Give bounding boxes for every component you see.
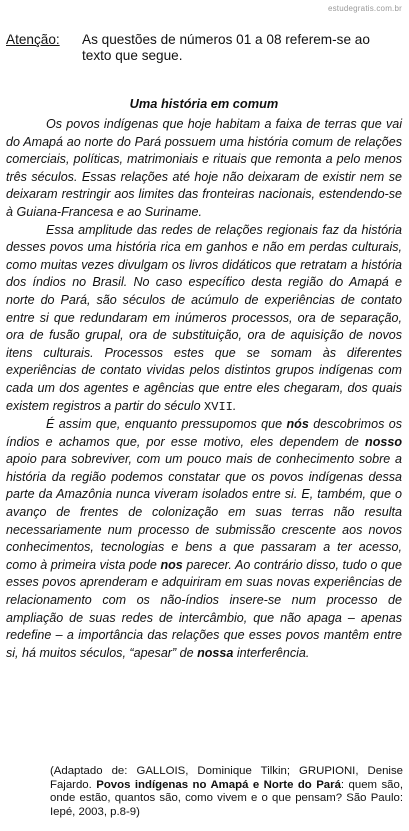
notice-text: As questões de números 01 a 08 referem-se ao texto que segue. <box>82 32 370 63</box>
emphasis-nosso: nosso <box>365 434 402 449</box>
citation-book-title: Povos indígenas no Amapá e Norte do Pará <box>96 778 341 791</box>
century-numeral: XVII <box>204 399 233 414</box>
article-title: Uma história em comum <box>129 96 279 111</box>
site-watermark: estudegratis.com.br <box>327 4 402 13</box>
paragraph-3-part-1: É assim que, enquanto pressupomos que <box>46 417 287 432</box>
source-citation <box>50 765 403 819</box>
paragraph-3 <box>6 416 402 662</box>
emphasis-nos: nós <box>286 417 309 432</box>
paragraph-2-end: . <box>232 398 237 413</box>
paragraph-2-text: Essa amplitude das redes de relações regionais faz da história desses povos uma história rica em ganhos e não em perdas culturais, como muitas vezes divulgam os livros didáticos que retratam a história dos índios no Brasil. No caso específico desta região do Amapá e norte do Pará, são séculos de acúmulo de experiências de contato entre si que redundaram em inúmeros processos, ora de separação, ora de fusão grupal, ora de substituição, ora de aquisição de novos itens culturais. Processos estes que se somam às diferentes experiências de contato vividas pelos distintos grupos indígenas com cada um dos agentes e agências que entre eles chegaram, dos quais existem registros a partir do século <box>6 222 402 413</box>
citation-prefix: (Adaptado de: GALLOIS, Dominique Tilkin; GRUPIONI, Denise Fajardo. <box>50 765 403 791</box>
paragraph-3-part-2: descobrimos os índios e achamos que, por esse motivo, eles dependem de <box>6 417 402 449</box>
article <box>6 95 402 662</box>
paragraph-2 <box>6 222 402 417</box>
citation-suffix: : quem são, onde estão, quantos são, como vivem e o que pensam? São Paulo: Iepé, 2003, p.8-9) <box>50 778 404 818</box>
emphasis-nossa: nossa <box>197 645 234 660</box>
paragraph-3-part-5: interferência. <box>233 645 310 660</box>
paragraph-3-part-4: parecer. Ao contrário disso, tudo o que esses povos aprenderam e adquiriram em suas novas experiências de relacionamento com os não-índios insere-se num processo de ampliação de suas redes de intercâmbio, que não apaga – apenas redefine – a importância das relações que esses povos mantêm entre si, há muitos séculos, “apesar” de <box>6 557 402 660</box>
paragraph-1: Os povos indígenas que hoje habitam a faixa de terras que vai do Amapá ao norte do Pará possuem uma história comum de relações comerciais, políticas, matrimoniais e rituais que remonta a pelo menos três séculos. Essas relações até hoje não deixaram de existir nem se deixaram restringir aos limites das fronteiras nacionais, estendendo-se à Guiana-Francesa e ao Suriname. <box>6 117 402 219</box>
paragraph-3-part-3: apoio para sobreviver, com um pouco mais de conhecimento sobre a história da região podemos constatar que os povos indígenas dessa parte da Amazônia nunca viveram isolados entre si. E, também, que o avanço de frentes de colonização em suas terras não resulta necessariamente num processo de submissão crescente aos novos conhecimentos, tecnologias e bens a que passaram a ter acesso, como à primeira vista pode <box>6 452 402 572</box>
notice-label: Atenção: <box>6 32 60 47</box>
emphasis-nos-2: nos <box>160 557 183 572</box>
notice-block <box>6 32 402 64</box>
